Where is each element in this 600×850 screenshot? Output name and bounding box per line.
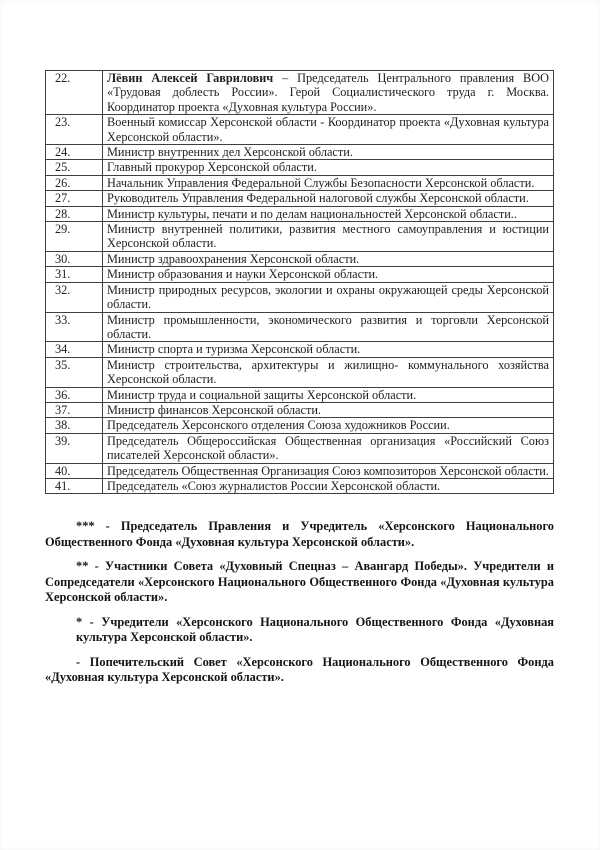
row-description: Министр спорта и туризма Херсонской области.	[103, 342, 554, 357]
row-description: Министр финансов Херсонской области.	[103, 402, 554, 417]
footnote-paragraph: *** - Председатель Правления и Учредитель «Херсонского Национального Общественного Фонда «Духовная культура Херсонской области».	[45, 519, 554, 549]
row-description: Министр природных ресурсов, экологии и охраны окружающей среды Херсонской области.	[103, 282, 554, 312]
table-row	[46, 433, 554, 463]
row-number: 34.	[46, 342, 103, 357]
row-number: 26.	[46, 175, 103, 190]
row-number: 37.	[46, 402, 103, 417]
row-number: 41.	[46, 478, 103, 493]
row-number: 24.	[46, 145, 103, 160]
table-row	[46, 206, 554, 221]
row-number: 25.	[46, 160, 103, 175]
row-number: 32.	[46, 282, 103, 312]
table-row	[46, 463, 554, 478]
row-description: Министр труда и социальной защиты Херсонской области.	[103, 387, 554, 402]
footnote-paragraph: ** - Участники Совета «Духовный Спецназ – Авангард Победы». Учредители и Сопредседатели «Херсонского Национального Общественного Фонда «Духовная культура Херсонской области».	[45, 559, 554, 605]
table-row	[46, 402, 554, 417]
row-description: Военный комиссар Херсонской области - Координатор проекта «Духовная культура Херсонской области».	[103, 115, 554, 145]
row-description: Лёвин Алексей Гаврилович – Председатель Центрального правления ВОО «Трудовая доблесть России». Герой Социалистического труда г. Москва. Координатор проекта «Духовная культура России».	[103, 71, 554, 115]
row-description: Министр внутренней политики, развития местного самоуправления и юстиции Херсонской области.	[103, 222, 554, 252]
row-number: 39.	[46, 433, 103, 463]
row-description: Председатель «Союз журналистов России Херсонской области.	[103, 478, 554, 493]
row-number: 28.	[46, 206, 103, 221]
table-row	[46, 145, 554, 160]
row-description: Председатель Общественная Организация Союз композиторов Херсонской области.	[103, 463, 554, 478]
table-row	[46, 267, 554, 282]
table-row	[46, 342, 554, 357]
row-description: Министр здравоохранения Херсонской области.	[103, 251, 554, 266]
officials-table-body	[46, 71, 554, 494]
row-description: Министр строительства, архитектуры и жилищно- коммунального хозяйства Херсонской области.	[103, 357, 554, 387]
table-row	[46, 115, 554, 145]
table-row	[46, 251, 554, 266]
table-row	[46, 478, 554, 493]
row-number: 31.	[46, 267, 103, 282]
row-description: Председатель Общероссийская Общественная организация «Российский Союз писателей Херсонской области».	[103, 433, 554, 463]
table-row	[46, 160, 554, 175]
row-description: Министр промышленности, экономического развития и торговли Херсонской области.	[103, 312, 554, 342]
row-number: 29.	[46, 222, 103, 252]
footnotes-section	[45, 519, 554, 686]
document-content	[45, 70, 554, 695]
person-name: Лёвин Алексей Гаврилович	[107, 71, 274, 85]
table-row	[46, 71, 554, 115]
table-row	[46, 312, 554, 342]
row-description: Председатель Херсонского отделения Союза художников России.	[103, 418, 554, 433]
row-number: 36.	[46, 387, 103, 402]
row-description: Главный прокурор Херсонской области.	[103, 160, 554, 175]
row-description: Начальник Управления Федеральной Службы Безопасности Херсонской области.	[103, 175, 554, 190]
row-description: Министр образования и науки Херсонской области.	[103, 267, 554, 282]
table-row	[46, 222, 554, 252]
row-description: Руководитель Управления Федеральной налоговой службы Херсонской области.	[103, 191, 554, 206]
table-row	[46, 191, 554, 206]
table-row	[46, 357, 554, 387]
row-number: 40.	[46, 463, 103, 478]
row-number: 30.	[46, 251, 103, 266]
table-row	[46, 418, 554, 433]
footnote-paragraph: * - Учредители «Херсонского Национального Общественного Фонда «Духовная культура Херсонской области».	[76, 614, 554, 645]
row-number: 33.	[46, 312, 103, 342]
row-number: 23.	[46, 115, 103, 145]
table-row	[46, 387, 554, 402]
row-number: 38.	[46, 418, 103, 433]
row-description: Министр культуры, печати и по делам национальностей Херсонской области..	[103, 206, 554, 221]
officials-table	[45, 70, 554, 494]
row-number: 27.	[46, 191, 103, 206]
footnote-paragraph: - Попечительский Совет «Херсонского Национального Общественного Фонда «Духовная культура Херсонской области».	[45, 654, 554, 685]
table-row	[46, 175, 554, 190]
table-row	[46, 282, 554, 312]
row-description: Министр внутренних дел Херсонской области.	[103, 145, 554, 160]
row-number: 22.	[46, 71, 103, 115]
row-number: 35.	[46, 357, 103, 387]
